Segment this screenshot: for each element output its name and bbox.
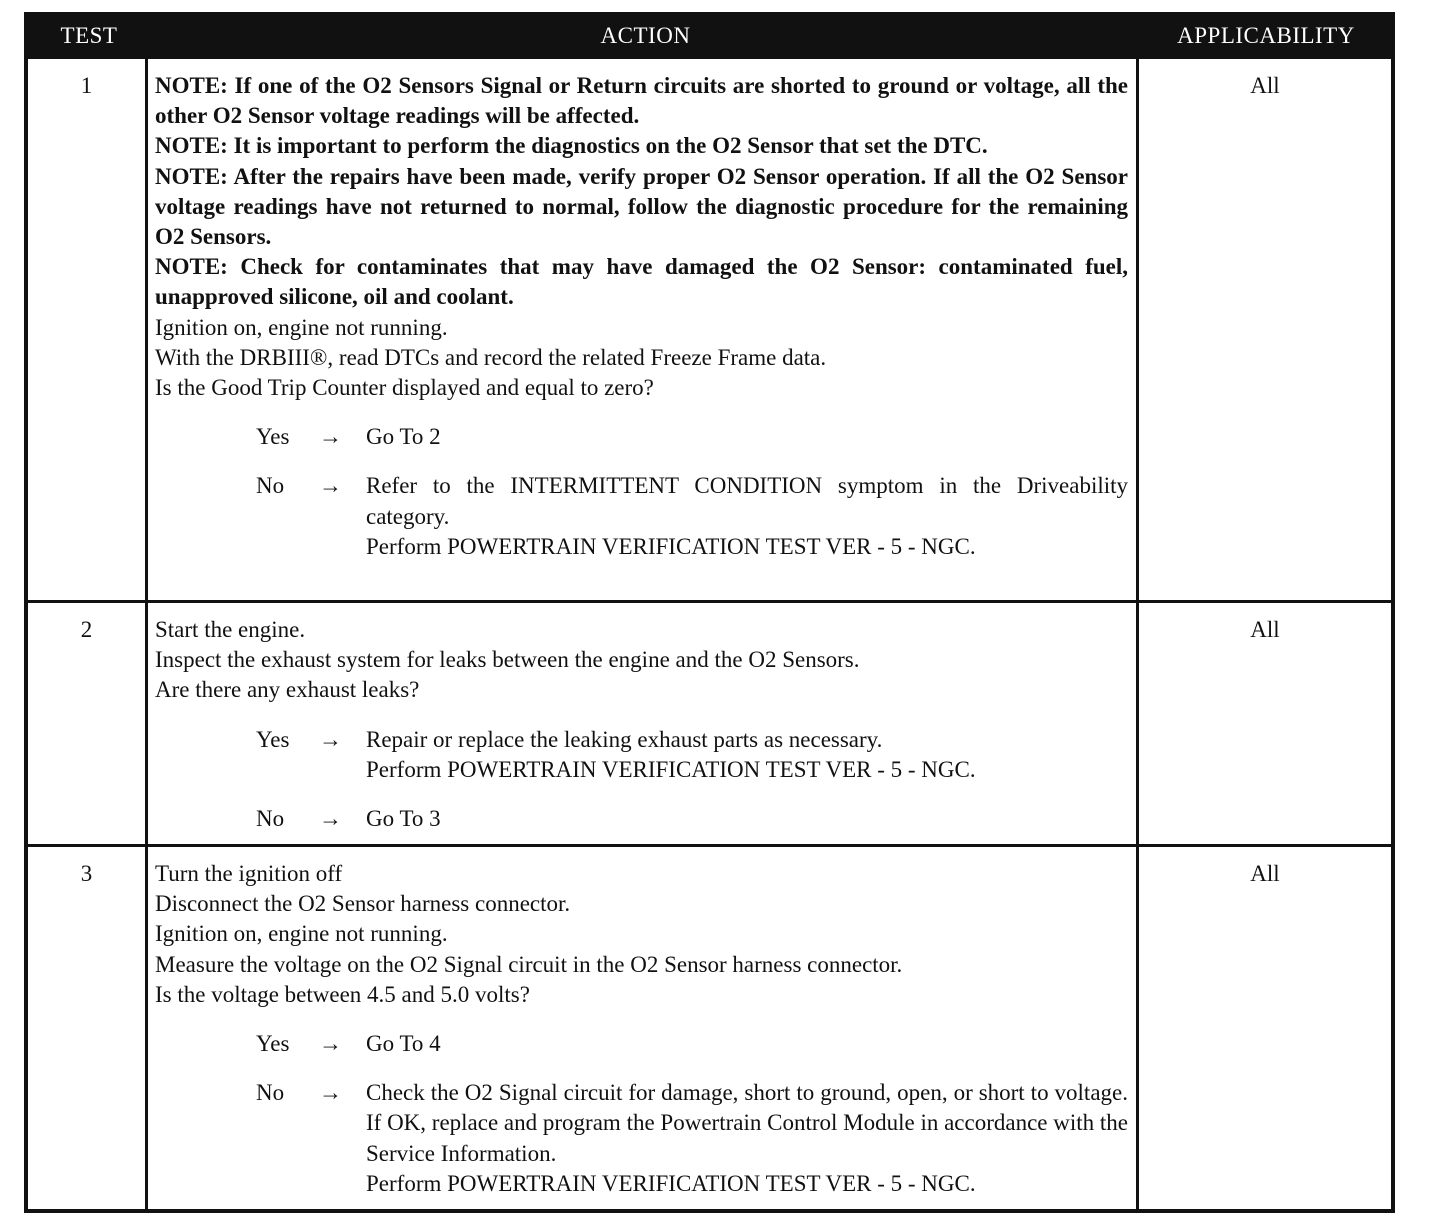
header-action: ACTION	[600, 23, 691, 48]
applicability-value: All	[1250, 73, 1280, 98]
diagnostic-table	[24, 12, 1395, 1213]
test-number: 2	[28, 603, 148, 844]
arrow-icon: →	[319, 726, 342, 752]
action-cell	[148, 603, 1139, 844]
no-action-verify: Perform POWERTRAIN VERIFICATION TEST VER - 5 - NGC.	[366, 1170, 976, 1196]
test-number: 1	[28, 59, 148, 600]
question-text: Are there any exhaust leaks?	[155, 677, 420, 703]
answer-yes	[256, 725, 1128, 785]
step-text: Measure the voltage on the O2 Signal circuit in the O2 Sensor harness connector.	[155, 951, 903, 977]
arrow-icon: →	[319, 424, 342, 450]
no-label: No	[256, 806, 285, 832]
step-text: With the DRBIII®, read DTCs and record the related Freeze Frame data.	[155, 344, 827, 370]
table-row	[28, 600, 1391, 844]
applicability-value: All	[1250, 861, 1280, 886]
yes-label: Yes	[256, 1031, 290, 1057]
step-text: Start the engine.	[155, 617, 306, 642]
applicability-value: All	[1250, 617, 1280, 642]
step-text: Turn the ignition off	[155, 861, 343, 886]
arrow-icon: →	[319, 1031, 342, 1057]
note: NOTE: After the repairs have been made, verify proper O2 Sensor operation. If all the O2 Sensor voltage readings have not returned to normal, follow the diagnostic procedure for the remaining O2 Sensors.	[155, 163, 1128, 250]
step-text: Ignition on, engine not running.	[155, 921, 448, 947]
yes-action: Go To 2	[366, 424, 441, 450]
question-text: Is the Good Trip Counter displayed and equal to zero?	[155, 375, 654, 401]
yes-action-verify: Perform POWERTRAIN VERIFICATION TEST VER - 5 - NGC.	[366, 756, 976, 782]
answer-yes	[256, 1029, 1128, 1059]
step-text: Disconnect the O2 Sensor harness connector.	[155, 891, 571, 917]
question-text: Is the voltage between 4.5 and 5.0 volts?	[155, 981, 530, 1007]
step-text: Inspect the exhaust system for leaks between the engine and the O2 Sensors.	[155, 647, 860, 673]
answer-yes	[256, 422, 1128, 452]
test-number: 3	[28, 847, 148, 1209]
arrow-icon: →	[319, 1080, 342, 1106]
answer-no	[256, 471, 1128, 562]
no-action-verify: Perform POWERTRAIN VERIFICATION TEST VER - 5 - NGC.	[366, 533, 976, 559]
no-action: Refer to the INTERMITTENT CONDITION symptom in the Driveability category.	[366, 473, 1128, 529]
action-cell	[148, 59, 1139, 600]
header-test: TEST	[60, 23, 118, 48]
no-label: No	[256, 1080, 285, 1106]
step-text: Ignition on, engine not running.	[155, 314, 448, 340]
no-action: Go To 3	[366, 806, 441, 832]
no-label: No	[256, 473, 285, 499]
table-row	[28, 844, 1391, 1209]
yes-label: Yes	[256, 424, 290, 450]
table-row	[28, 56, 1391, 600]
table-header	[28, 16, 1391, 56]
header-applicability: APPLICABILITY	[1177, 23, 1355, 48]
action-cell	[148, 847, 1139, 1209]
yes-label: Yes	[256, 726, 290, 752]
arrow-icon: →	[319, 806, 342, 832]
answer-no	[256, 1078, 1128, 1199]
note: NOTE: If one of the O2 Sensors Signal or Return circuits are shorted to ground or voltage, all the other O2 Sensor voltage readings will be affected.	[155, 73, 1128, 129]
yes-action: Repair or replace the leaking exhaust parts as necessary.	[366, 726, 883, 752]
note: NOTE: Check for contaminates that may have damaged the O2 Sensor: contaminated fuel, unapproved silicone, oil and coolant.	[155, 254, 1128, 310]
yes-action: Go To 4	[366, 1031, 441, 1057]
note: NOTE: It is important to perform the diagnostics on the O2 Sensor that set the DTC.	[155, 133, 988, 159]
answer-no	[256, 804, 1128, 834]
arrow-icon: →	[319, 473, 342, 499]
no-action: Check the O2 Signal circuit for damage, short to ground, open, or short to voltage. If OK, replace and program the Powertrain Control Module in accordance with the Service Information.	[366, 1080, 1128, 1166]
